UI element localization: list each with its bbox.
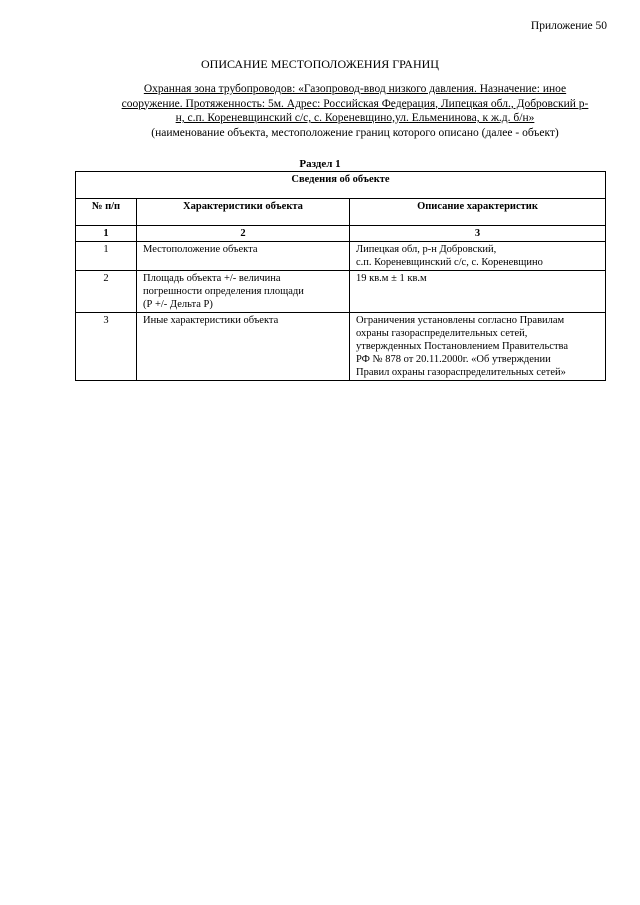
table-title: Сведения об объекте bbox=[76, 172, 606, 199]
row-number: 2 bbox=[76, 271, 137, 313]
row-number: 1 bbox=[76, 242, 137, 271]
row-characteristic bbox=[137, 271, 350, 313]
object-line-1: Охранная зона трубопроводов: «Газопровод-ввод низкого давления. Назначение: иное bbox=[143, 83, 567, 95]
characteristic-line: (Р +/- Дельта Р) bbox=[143, 299, 213, 310]
object-description bbox=[95, 82, 615, 140]
object-line-2: сооружение. Протяженность: 5м. Адрес: Российская Федерация, Липецкая обл., Добровский р- bbox=[121, 97, 589, 110]
table-header-row bbox=[76, 199, 606, 226]
characteristic-line: погрешности определения площади bbox=[143, 286, 304, 297]
page-title: ОПИСАНИЕ МЕСТОПОЛОЖЕНИЯ ГРАНИЦ bbox=[201, 57, 439, 71]
column-number: 2 bbox=[137, 226, 350, 242]
row-description: 19 кв.м ± 1 кв.м bbox=[350, 271, 606, 313]
description-line: с.п. Кореневщинский с/с, с. Кореневщино bbox=[356, 257, 543, 268]
section-heading: Раздел 1 bbox=[299, 158, 341, 170]
header-number: № п/п bbox=[76, 199, 137, 226]
description-line: РФ № 878 от 20.11.2000г. «Об утверждении bbox=[356, 354, 551, 365]
table-row bbox=[76, 313, 606, 381]
description-line: Липецкая обл, р-н Добровский, bbox=[356, 244, 497, 255]
row-description bbox=[350, 313, 606, 381]
column-number: 1 bbox=[76, 226, 137, 242]
header-characteristics: Характеристики объекта bbox=[137, 199, 350, 226]
table-title-row bbox=[76, 172, 606, 199]
description-line: Ограничения установлены согласно Правилам bbox=[356, 315, 565, 326]
table-row bbox=[76, 271, 606, 313]
description-line: утвержденных Постановлением Правительства bbox=[356, 341, 569, 352]
row-characteristic: Местоположение объекта bbox=[137, 242, 350, 271]
column-number-row bbox=[76, 226, 606, 242]
object-line-3: н, с.п. Кореневщинский с/с, с. Кореневщино,ул. Ельменинова, к ж.д. б/н» bbox=[175, 112, 535, 124]
row-number: 3 bbox=[76, 313, 137, 381]
column-number: 3 bbox=[350, 226, 606, 242]
row-description bbox=[350, 242, 606, 271]
object-info-table bbox=[75, 171, 606, 381]
object-caption: (наименование объекта, местоположение границ которого описано (далее - объект) bbox=[151, 126, 559, 139]
header-description: Описание характеристик bbox=[350, 199, 606, 226]
description-line: Правил охраны газораспределительных сетей» bbox=[356, 367, 566, 378]
characteristic-line: Площадь объекта +/- величина bbox=[143, 273, 281, 284]
description-line: охраны газораспределительных сетей, bbox=[356, 328, 528, 339]
table-row bbox=[76, 242, 606, 271]
row-characteristic: Иные характеристики объекта bbox=[137, 313, 350, 381]
appendix-label: Приложение 50 bbox=[530, 20, 607, 32]
